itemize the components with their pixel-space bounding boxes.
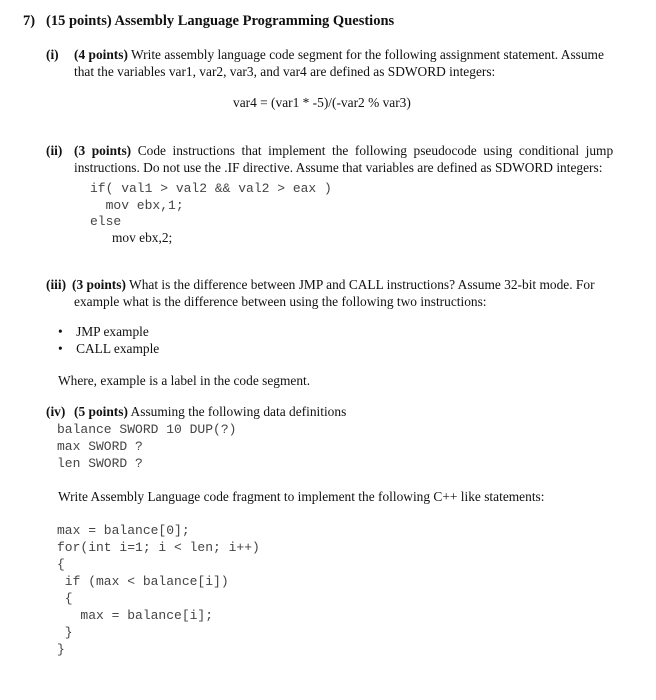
part-ii-text1: Code instructions that implement the following pseudocode using conditional jump — [131, 143, 614, 158]
bullet-item — [58, 341, 159, 357]
part-i-label: (i) — [46, 47, 59, 62]
part-ii-line1 — [74, 143, 613, 159]
part-iii-text1: What is the difference between JMP and CALL instructions? Assume 32-bit mode. For — [125, 277, 595, 292]
cpp-code-line: } — [57, 642, 65, 657]
part-iii-label: (iii) — [46, 277, 67, 292]
part-ii-code-last: mov ebx,2; — [112, 230, 173, 245]
cpp-code-line: max = balance[i]; — [57, 608, 214, 623]
part-i-text1: Write assembly language code segment for the following assignment statement. Assume — [127, 47, 604, 62]
part-ii-code-line: mov ebx,1; — [90, 198, 184, 213]
part-iv-label: (iv) — [46, 404, 66, 419]
part-iii-points: (3 points) — [72, 277, 126, 292]
question-title: (15 points) Assembly Language Programming Questions — [46, 13, 395, 29]
part-iii-line1 — [72, 277, 595, 293]
cpp-code-line: } — [57, 625, 73, 640]
part-ii-code-line: else — [90, 214, 122, 229]
bullet-text: CALL example — [76, 341, 160, 356]
cpp-code-line: max = balance[0]; — [57, 523, 190, 538]
part-iv-text: Assuming the following data definitions — [127, 404, 347, 419]
part-iv-points: (5 points) — [74, 404, 128, 419]
cpp-code-line: if (max < balance[i]) — [57, 574, 229, 589]
bullet-text: JMP example — [76, 324, 149, 339]
part-ii-code-line: if( val1 > val2 && val2 > eax ) — [90, 181, 332, 196]
data-def-line: len SWORD ? — [57, 456, 143, 471]
part-ii-points: (3 points) — [74, 143, 132, 158]
cpp-code-line: { — [57, 557, 65, 572]
part-i-line2: that the variables var1, var2, var3, and var4 are defined as SDWORD integers: — [74, 64, 496, 79]
bullet-dot-icon: • — [58, 341, 63, 356]
part-iii-note: Where, example is a label in the code segment. — [58, 373, 311, 388]
bullet-item — [58, 324, 149, 340]
part-ii-label: (ii) — [46, 143, 63, 158]
part-i-line1 — [74, 47, 604, 63]
part-i-equation: var4 = (var1 * -5)/(-var2 % var3) — [233, 95, 411, 110]
question-number: 7) — [23, 13, 36, 29]
part-iii-line2: example what is the difference between using the following two instructions: — [74, 294, 487, 309]
data-def-line: balance SWORD 10 DUP(?) — [57, 422, 237, 437]
part-iv-line1 — [74, 404, 346, 420]
bullet-dot-icon: • — [58, 324, 63, 339]
data-def-line: max SWORD ? — [57, 439, 143, 454]
cpp-code-line: { — [57, 591, 73, 606]
part-i-points: (4 points) — [74, 47, 128, 62]
part-iv-instruction: Write Assembly Language code fragment to implement the following C++ like statements: — [58, 489, 545, 504]
cpp-code-line: for(int i=1; i < len; i++) — [57, 540, 260, 555]
part-ii-line2: instructions. Do not use the .IF directive. Assume that variables are defined as SDWORD integers: — [74, 160, 603, 175]
